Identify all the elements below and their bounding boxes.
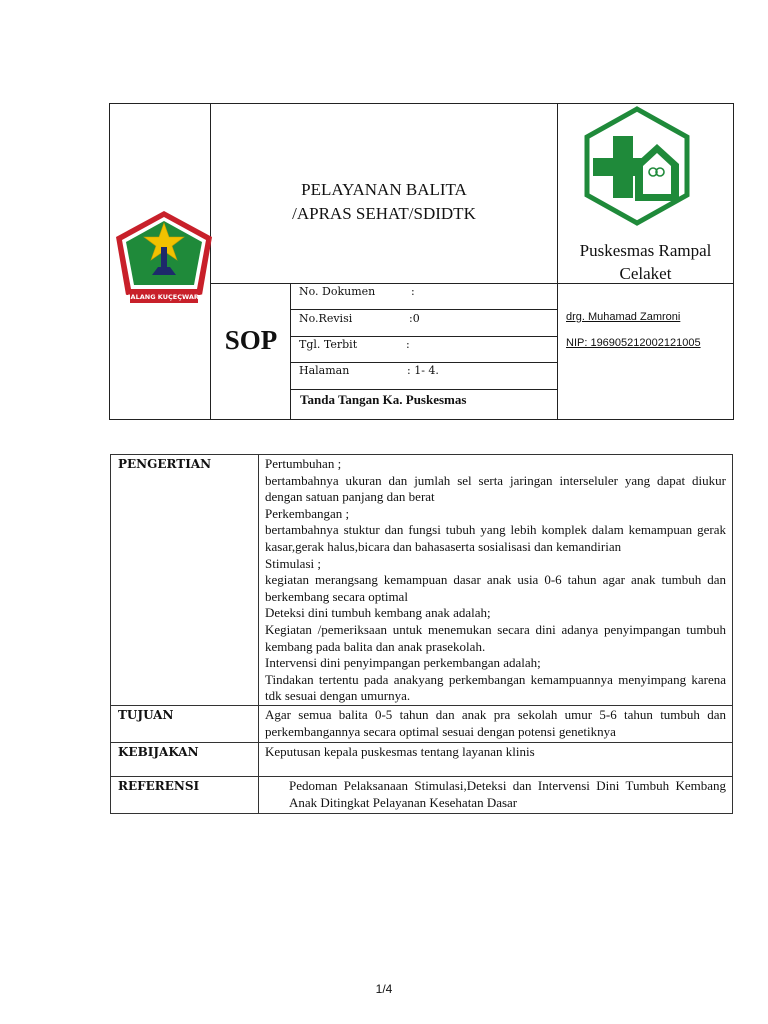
pengertian-line: Pertumbuhan ; xyxy=(265,456,342,471)
row-referensi xyxy=(111,777,733,814)
signature-label: Tanda Tangan Ka. Puskesmas xyxy=(300,392,467,407)
document-title xyxy=(212,178,556,226)
label-kebijakan: KEBIJAKAN xyxy=(111,743,259,777)
text-kebijakan: Keputusan kepala puskesmas tentang layanan klinis xyxy=(259,743,733,777)
text-referensi xyxy=(259,777,733,814)
title-line-1: PELAYANAN BALITA xyxy=(301,180,467,199)
organization-name xyxy=(558,239,733,285)
pengertian-line: Tindakan tertentu pada anakyang perkembangan kemampuannya menyimpang karena tdk sesuai dengan umurnya. xyxy=(265,671,726,704)
pengertian-line: bertambahnya stuktur dan fungsi tubuh yang lebih komplek dalam kemampuan gerak kasar,gerak halus,bicara dan bahasaserta sosialisasi dan kemandirian xyxy=(265,522,726,554)
pengertian-line: Perkembangan ; xyxy=(265,505,350,521)
meta-label-terbit: Tgl. Terbit xyxy=(299,338,358,351)
meta-value-terbit: : xyxy=(406,338,410,351)
meta-value-halaman: : 1- 4. xyxy=(407,364,439,377)
row-kebijakan xyxy=(111,743,733,777)
pengertian-line: bertambahnya ukuran dan jumlah sel serta jaringan interseluler yang dapat diukur dengan satuan panjang dan berat xyxy=(265,472,726,505)
referensi-text: Pedoman Pelaksanaan Stimulasi,Deteksi dan Intervensi Dini Tumbuh Kembang Anak Ditingkat Pelayanan Kesehatan Dasar xyxy=(289,778,726,810)
meta-label-dokumen: No. Dokumen xyxy=(299,285,376,298)
page-number: 1/4 xyxy=(375,982,393,996)
meta-label-halaman: Halaman xyxy=(299,364,350,377)
sop-label: SOP xyxy=(224,325,278,355)
label-pengertian: PENGERTIAN xyxy=(111,455,259,706)
sop-content-table xyxy=(110,454,733,814)
text-tujuan: Agar semua balita 0-5 tahun dan anak pra sekolah umur 5-6 tahun tumbuh dan perkembangannya secara optimal sesuai dengan potensi genetiknya xyxy=(259,705,733,742)
org-line-1: Puskesmas Rampal xyxy=(579,241,712,260)
meta-label-revisi: No.Revisi xyxy=(299,312,353,325)
label-referensi: REFERENSI xyxy=(111,777,259,814)
row-tujuan xyxy=(111,705,733,742)
logo-ribbon-text: MALANG KUÇEÇWARA xyxy=(124,293,204,301)
meta-value-dokumen: : xyxy=(411,285,415,298)
row-pengertian xyxy=(111,455,733,706)
malang-city-logo xyxy=(112,209,216,309)
pengertian-line: Deteksi dini tumbuh kembang anak adalah; xyxy=(265,605,491,621)
pengertian-line: kegiatan merangsang kemampuan dasar anak usia 0-6 tahun agar anak tumbuh dan berkembang secara optimal xyxy=(265,572,726,604)
title-line-2: /APRAS SEHAT/SDIDTK xyxy=(292,204,476,223)
head-name: drg. Muhamad Zamroni xyxy=(566,311,681,323)
text-pengertian xyxy=(259,455,733,706)
org-line-2: Celaket xyxy=(619,264,672,283)
label-tujuan: TUJUAN xyxy=(111,705,259,742)
pengertian-line: Stimulasi ; xyxy=(265,555,321,571)
puskesmas-logo xyxy=(583,106,691,226)
pengertian-line: Intervensi dini penyimpangan perkembangan adalah; xyxy=(265,655,541,671)
head-nip: NIP: 196905212002121005 xyxy=(566,337,701,349)
pengertian-line: Kegiatan /pemeriksaan untuk menemukan secara dini adanya penyimpangan tumbuh kembang pada balita dan anak prasekolah. xyxy=(265,621,726,654)
meta-value-revisi: :0 xyxy=(409,312,420,325)
